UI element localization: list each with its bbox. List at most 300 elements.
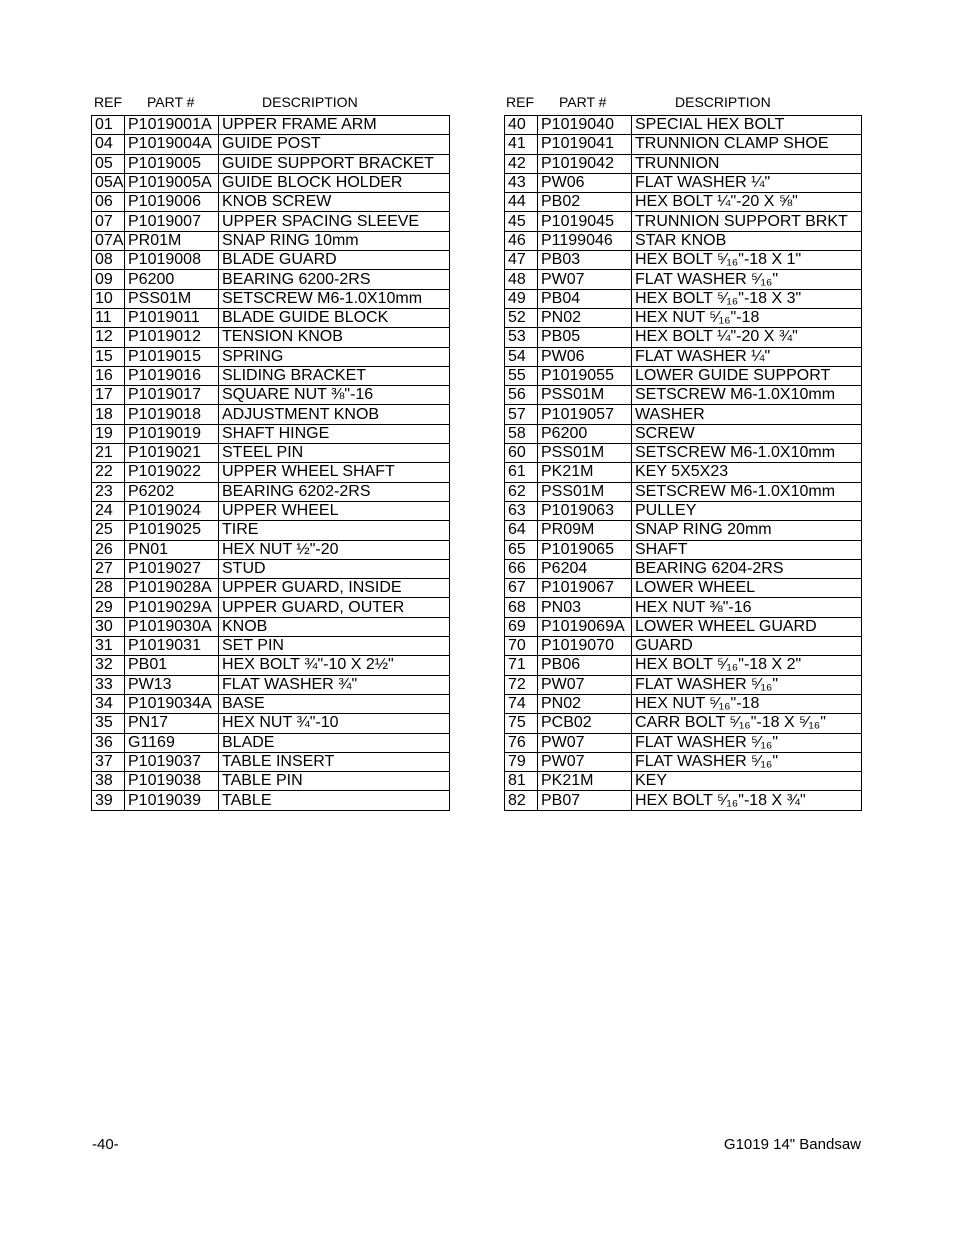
part-number-cell: PCB02 [538, 714, 632, 733]
ref-cell: 25 [92, 521, 125, 540]
part-number-cell: PB05 [538, 328, 632, 347]
ref-cell: 53 [505, 328, 538, 347]
table-row [505, 308, 862, 327]
part-number-cell: P1019045 [538, 212, 632, 231]
part-number-cell: PW07 [538, 270, 632, 289]
table-row [505, 405, 862, 424]
part-number-cell: P1019015 [125, 347, 219, 366]
ref-cell: 26 [92, 540, 125, 559]
ref-cell: 47 [505, 251, 538, 270]
part-number-cell: P6202 [125, 482, 219, 501]
table-row [92, 521, 450, 540]
part-number-cell: PN03 [538, 598, 632, 617]
ref-cell: 39 [92, 791, 125, 810]
right-ref-header: REF [506, 94, 534, 110]
table-row [92, 328, 450, 347]
ref-cell: 54 [505, 347, 538, 366]
part-number-cell: PSS01M [538, 386, 632, 405]
description-cell: ADJUSTMENT KNOB [219, 405, 450, 424]
ref-cell: 66 [505, 559, 538, 578]
description-cell: SETSCREW M6-1.0X10mm [219, 289, 450, 308]
table-row [505, 173, 862, 192]
ref-cell: 15 [92, 347, 125, 366]
part-number-cell: PW06 [538, 347, 632, 366]
left-ref-header: REF [94, 94, 122, 110]
table-row [92, 424, 450, 443]
ref-cell: 69 [505, 617, 538, 636]
ref-cell: 72 [505, 675, 538, 694]
part-number-cell: P1019041 [538, 135, 632, 154]
description-cell: WASHER [632, 405, 862, 424]
description-cell: SPRING [219, 347, 450, 366]
part-number-cell: P1019028A [125, 579, 219, 598]
ref-cell: 06 [92, 193, 125, 212]
table-row [92, 154, 450, 173]
ref-cell: 32 [92, 656, 125, 675]
description-cell: BLADE GUIDE BLOCK [219, 308, 450, 327]
table-row [505, 501, 862, 520]
part-number-cell: P1019042 [538, 154, 632, 173]
description-cell: HEX NUT ¾"-10 [219, 714, 450, 733]
description-cell: SHAFT HINGE [219, 424, 450, 443]
part-number-cell: PN01 [125, 540, 219, 559]
table-row [92, 386, 450, 405]
table-row [92, 694, 450, 713]
table-row [92, 733, 450, 752]
ref-cell: 23 [92, 482, 125, 501]
table-row [92, 579, 450, 598]
description-cell: SPECIAL HEX BOLT [632, 116, 862, 135]
table-row [505, 579, 862, 598]
ref-cell: 41 [505, 135, 538, 154]
description-cell: FLAT WASHER ⁵⁄₁₆" [632, 752, 862, 771]
description-cell: TABLE INSERT [219, 752, 450, 771]
description-cell: HEX NUT ⁵⁄₁₆"-18 [632, 694, 862, 713]
ref-cell: 43 [505, 173, 538, 192]
table-row [92, 617, 450, 636]
table-row [92, 173, 450, 192]
right-description-header: DESCRIPTION [675, 94, 771, 110]
part-number-cell: G1169 [125, 733, 219, 752]
ref-cell: 28 [92, 579, 125, 598]
part-number-cell: P6200 [538, 424, 632, 443]
part-number-cell: PSS01M [538, 444, 632, 463]
ref-cell: 10 [92, 289, 125, 308]
description-cell: KEY 5X5X23 [632, 463, 862, 482]
description-cell: BLADE [219, 733, 450, 752]
part-number-cell: P1019029A [125, 598, 219, 617]
part-number-cell: PW07 [538, 733, 632, 752]
table-row [92, 540, 450, 559]
description-cell: UPPER FRAME ARM [219, 116, 450, 135]
ref-cell: 44 [505, 193, 538, 212]
description-cell: TABLE PIN [219, 772, 450, 791]
description-cell: UPPER GUARD, OUTER [219, 598, 450, 617]
part-number-cell: P1019011 [125, 308, 219, 327]
ref-cell: 81 [505, 772, 538, 791]
ref-cell: 29 [92, 598, 125, 617]
ref-cell: 08 [92, 251, 125, 270]
part-number-cell: PW13 [125, 675, 219, 694]
parts-table-left-body [92, 116, 450, 811]
description-cell: PULLEY [632, 501, 862, 520]
ref-cell: 34 [92, 694, 125, 713]
part-number-cell: P1019004A [125, 135, 219, 154]
table-row [92, 347, 450, 366]
table-row [505, 135, 862, 154]
part-number-cell: P1019065 [538, 540, 632, 559]
left-part-header: PART # [147, 94, 195, 110]
ref-cell: 17 [92, 386, 125, 405]
part-number-cell: P1019019 [125, 424, 219, 443]
table-row [92, 116, 450, 135]
ref-cell: 37 [92, 752, 125, 771]
description-cell: HEX NUT ⁵⁄₁₆"-18 [632, 308, 862, 327]
part-number-cell: P1019037 [125, 752, 219, 771]
ref-cell: 74 [505, 694, 538, 713]
ref-cell: 76 [505, 733, 538, 752]
part-number-cell: P1019021 [125, 444, 219, 463]
ref-cell: 64 [505, 521, 538, 540]
description-cell: LOWER WHEEL GUARD [632, 617, 862, 636]
part-number-cell: P1019031 [125, 637, 219, 656]
description-cell: GUARD [632, 637, 862, 656]
ref-cell: 57 [505, 405, 538, 424]
ref-cell: 05 [92, 154, 125, 173]
part-number-cell: PK21M [538, 772, 632, 791]
description-cell: BEARING 6204-2RS [632, 559, 862, 578]
part-number-cell: P1019025 [125, 521, 219, 540]
ref-cell: 31 [92, 637, 125, 656]
table-row [505, 752, 862, 771]
ref-cell: 67 [505, 579, 538, 598]
table-row [505, 347, 862, 366]
description-cell: HEX BOLT ⁵⁄₁₆"-18 X 1" [632, 251, 862, 270]
ref-cell: 27 [92, 559, 125, 578]
description-cell: UPPER WHEEL [219, 501, 450, 520]
part-number-cell: P1019012 [125, 328, 219, 347]
description-cell: HEX NUT ½"-20 [219, 540, 450, 559]
table-row [505, 675, 862, 694]
part-number-cell: P6204 [538, 559, 632, 578]
table-row [92, 482, 450, 501]
part-number-cell: PW06 [538, 173, 632, 192]
table-row [92, 714, 450, 733]
parts-table-right [504, 115, 862, 811]
table-row [92, 463, 450, 482]
table-row [505, 116, 862, 135]
description-cell: FLAT WASHER ⁵⁄₁₆" [632, 675, 862, 694]
table-row [505, 694, 862, 713]
part-number-cell: PR01M [125, 231, 219, 250]
part-number-cell: PSS01M [538, 482, 632, 501]
ref-cell: 52 [505, 308, 538, 327]
ref-cell: 60 [505, 444, 538, 463]
table-row [505, 598, 862, 617]
description-cell: TRUNNION [632, 154, 862, 173]
description-cell: FLAT WASHER ¼" [632, 173, 862, 192]
ref-cell: 35 [92, 714, 125, 733]
ref-cell: 07 [92, 212, 125, 231]
description-cell: TRUNNION CLAMP SHOE [632, 135, 862, 154]
table-row [505, 772, 862, 791]
table-row [92, 231, 450, 250]
table-row [505, 231, 862, 250]
table-row [92, 251, 450, 270]
ref-cell: 82 [505, 791, 538, 810]
part-number-cell: P1019017 [125, 386, 219, 405]
description-cell: HEX NUT ⅜"-16 [632, 598, 862, 617]
ref-cell: 61 [505, 463, 538, 482]
part-number-cell: P1019038 [125, 772, 219, 791]
part-number-cell: P1019006 [125, 193, 219, 212]
description-cell: TRUNNION SUPPORT BRKT [632, 212, 862, 231]
table-row [92, 598, 450, 617]
table-row [92, 308, 450, 327]
part-number-cell: P1019024 [125, 501, 219, 520]
ref-cell: 49 [505, 289, 538, 308]
part-number-cell: P1019022 [125, 463, 219, 482]
part-number-cell: P1019005A [125, 173, 219, 192]
ref-cell: 79 [505, 752, 538, 771]
ref-cell: 40 [505, 116, 538, 135]
ref-cell: 68 [505, 598, 538, 617]
ref-cell: 07A [92, 231, 125, 250]
table-row [92, 212, 450, 231]
table-row [92, 366, 450, 385]
description-cell: HEX BOLT ⁵⁄₁₆"-18 X 3" [632, 289, 862, 308]
description-cell: SQUARE NUT ⅜"-16 [219, 386, 450, 405]
ref-cell: 38 [92, 772, 125, 791]
ref-cell: 46 [505, 231, 538, 250]
table-row [505, 540, 862, 559]
description-cell: FLAT WASHER ⁵⁄₁₆" [632, 270, 862, 289]
part-number-cell: PB02 [538, 193, 632, 212]
description-cell: TIRE [219, 521, 450, 540]
table-row [505, 289, 862, 308]
part-number-cell: P1019067 [538, 579, 632, 598]
ref-cell: 36 [92, 733, 125, 752]
description-cell: STEEL PIN [219, 444, 450, 463]
description-cell: SNAP RING 20mm [632, 521, 862, 540]
ref-cell: 42 [505, 154, 538, 173]
part-number-cell: PN02 [538, 694, 632, 713]
table-row [505, 482, 862, 501]
part-number-cell: PB04 [538, 289, 632, 308]
parts-table-right-body [505, 116, 862, 811]
part-number-cell: P1019057 [538, 405, 632, 424]
description-cell: SLIDING BRACKET [219, 366, 450, 385]
table-row [505, 270, 862, 289]
table-row [505, 386, 862, 405]
description-cell: CARR BOLT ⁵⁄₁₆"-18 X ⁵⁄₁₆" [632, 714, 862, 733]
description-cell: BEARING 6202-2RS [219, 482, 450, 501]
table-row [92, 656, 450, 675]
part-number-cell: PR09M [538, 521, 632, 540]
table-row [505, 251, 862, 270]
description-cell: BLADE GUARD [219, 251, 450, 270]
description-cell: HEX BOLT ¼"-20 X ⅝" [632, 193, 862, 212]
ref-cell: 11 [92, 308, 125, 327]
part-number-cell: PK21M [538, 463, 632, 482]
table-row [505, 424, 862, 443]
table-row [505, 193, 862, 212]
description-cell: SCREW [632, 424, 862, 443]
table-row [92, 559, 450, 578]
part-number-cell: P1019034A [125, 694, 219, 713]
part-number-cell: P1019030A [125, 617, 219, 636]
description-cell: SETSCREW M6-1.0X10mm [632, 482, 862, 501]
left-description-header: DESCRIPTION [262, 94, 358, 110]
description-cell: UPPER WHEEL SHAFT [219, 463, 450, 482]
ref-cell: 70 [505, 637, 538, 656]
table-row [505, 617, 862, 636]
table-row [505, 733, 862, 752]
parts-table-left [91, 115, 450, 811]
part-number-cell: P1019069A [538, 617, 632, 636]
ref-cell: 22 [92, 463, 125, 482]
description-cell: TABLE [219, 791, 450, 810]
part-number-cell: P1019008 [125, 251, 219, 270]
table-row [92, 405, 450, 424]
table-row [92, 675, 450, 694]
part-number-cell: P6200 [125, 270, 219, 289]
description-cell: LOWER GUIDE SUPPORT [632, 366, 862, 385]
description-cell: SETSCREW M6-1.0X10mm [632, 444, 862, 463]
description-cell: SETSCREW M6-1.0X10mm [632, 386, 862, 405]
part-number-cell: PW07 [538, 675, 632, 694]
description-cell: SET PIN [219, 637, 450, 656]
ref-cell: 01 [92, 116, 125, 135]
part-number-cell: P1019018 [125, 405, 219, 424]
ref-cell: 58 [505, 424, 538, 443]
description-cell: HEX BOLT ⁵⁄₁₆"-18 X 2" [632, 656, 862, 675]
right-part-header: PART # [559, 94, 607, 110]
part-number-cell: PB07 [538, 791, 632, 810]
table-row [92, 772, 450, 791]
part-number-cell: P1019055 [538, 366, 632, 385]
ref-cell: 18 [92, 405, 125, 424]
part-number-cell: PN17 [125, 714, 219, 733]
ref-cell: 48 [505, 270, 538, 289]
ref-cell: 24 [92, 501, 125, 520]
table-row [505, 463, 862, 482]
description-cell: UPPER SPACING SLEEVE [219, 212, 450, 231]
table-row [92, 501, 450, 520]
ref-cell: 55 [505, 366, 538, 385]
table-row [92, 791, 450, 810]
description-cell: KNOB SCREW [219, 193, 450, 212]
part-number-cell: P1019007 [125, 212, 219, 231]
description-cell: TENSION KNOB [219, 328, 450, 347]
part-number-cell: P1019016 [125, 366, 219, 385]
part-number-cell: P1199046 [538, 231, 632, 250]
table-row [505, 328, 862, 347]
description-cell: UPPER GUARD, INSIDE [219, 579, 450, 598]
table-row [505, 656, 862, 675]
ref-cell: 45 [505, 212, 538, 231]
description-cell: KNOB [219, 617, 450, 636]
ref-cell: 56 [505, 386, 538, 405]
ref-cell: 65 [505, 540, 538, 559]
ref-cell: 05A [92, 173, 125, 192]
description-cell: LOWER WHEEL [632, 579, 862, 598]
table-row [92, 193, 450, 212]
part-number-cell: PB06 [538, 656, 632, 675]
description-cell: KEY [632, 772, 862, 791]
description-cell: GUIDE POST [219, 135, 450, 154]
description-cell: HEX BOLT ¾"-10 X 2½" [219, 656, 450, 675]
description-cell: HEX BOLT ⁵⁄₁₆"-18 X ¾" [632, 791, 862, 810]
description-cell: STUD [219, 559, 450, 578]
ref-cell: 09 [92, 270, 125, 289]
model-name: G1019 14" Bandsaw [723, 1136, 861, 1153]
table-row [505, 791, 862, 810]
description-cell: HEX BOLT ¼"-20 X ¾" [632, 328, 862, 347]
part-number-cell: P1019039 [125, 791, 219, 810]
part-number-cell: PB03 [538, 251, 632, 270]
ref-cell: 04 [92, 135, 125, 154]
part-number-cell: P1019005 [125, 154, 219, 173]
table-row [92, 289, 450, 308]
ref-cell: 63 [505, 501, 538, 520]
description-cell: SHAFT [632, 540, 862, 559]
ref-cell: 16 [92, 366, 125, 385]
ref-cell: 75 [505, 714, 538, 733]
description-cell: GUIDE SUPPORT BRACKET [219, 154, 450, 173]
part-number-cell: PW07 [538, 752, 632, 771]
table-row [505, 521, 862, 540]
table-row [92, 637, 450, 656]
part-number-cell: PB01 [125, 656, 219, 675]
ref-cell: 33 [92, 675, 125, 694]
description-cell: STAR KNOB [632, 231, 862, 250]
table-row [505, 444, 862, 463]
ref-cell: 21 [92, 444, 125, 463]
table-row [505, 212, 862, 231]
description-cell: FLAT WASHER ¾" [219, 675, 450, 694]
ref-cell: 30 [92, 617, 125, 636]
ref-cell: 62 [505, 482, 538, 501]
part-number-cell: PSS01M [125, 289, 219, 308]
table-row [505, 559, 862, 578]
table-row [505, 637, 862, 656]
table-row [505, 366, 862, 385]
description-cell: FLAT WASHER ⁵⁄₁₆" [632, 733, 862, 752]
table-row [92, 135, 450, 154]
ref-cell: 19 [92, 424, 125, 443]
table-row [92, 444, 450, 463]
ref-cell: 12 [92, 328, 125, 347]
description-cell: FLAT WASHER ¼" [632, 347, 862, 366]
table-row [505, 154, 862, 173]
table-row [92, 752, 450, 771]
part-number-cell: P1019070 [538, 637, 632, 656]
part-number-cell: P1019027 [125, 559, 219, 578]
ref-cell: 71 [505, 656, 538, 675]
page-number: -40- [92, 1136, 119, 1153]
table-row [505, 714, 862, 733]
table-row [92, 270, 450, 289]
part-number-cell: P1019001A [125, 116, 219, 135]
description-cell: BASE [219, 694, 450, 713]
description-cell: BEARING 6200-2RS [219, 270, 450, 289]
description-cell: SNAP RING 10mm [219, 231, 450, 250]
part-number-cell: PN02 [538, 308, 632, 327]
part-number-cell: P1019040 [538, 116, 632, 135]
description-cell: GUIDE BLOCK HOLDER [219, 173, 450, 192]
part-number-cell: P1019063 [538, 501, 632, 520]
